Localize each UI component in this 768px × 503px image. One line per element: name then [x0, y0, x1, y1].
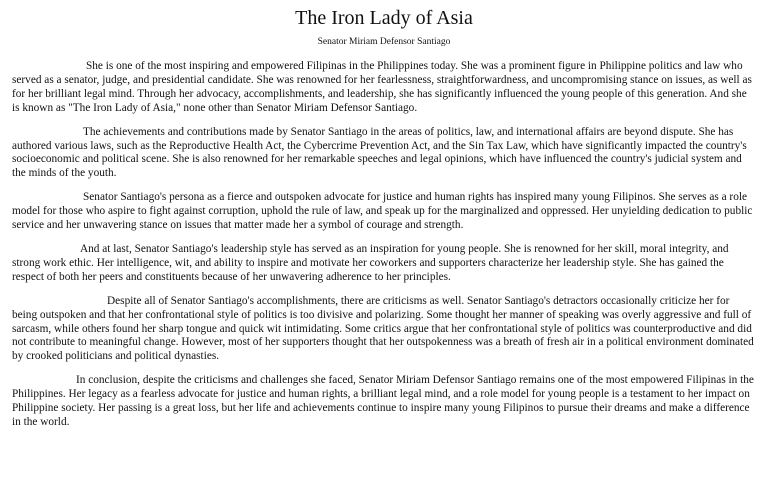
paragraph-6 [12, 374, 756, 430]
paragraph-4 [12, 243, 756, 285]
document-title: The Iron Lady of Asia [295, 7, 473, 29]
paragraph-text: The achievements and contributions made by Senator Santiago in the areas of politics, law, and international affairs are beyond dispute. She has authored various laws, such as the Reproductive Health Act, the Cybercrime Prevention Act, and the Sin Tax Law, which have significantly impacted the country's socioeconomic and political scene. She is also renowned for her remarkable speeches and legal opinions, which have influenced the country's judicial system and the minds of the youth. [12, 125, 747, 180]
paragraph-3 [12, 191, 756, 233]
paragraph-text: And at last, Senator Santiago's leadership style has served as an inspiration for young people. She is renowned for her skill, moral integrity, and strong work ethic. Her intelligence, wit, and ability to inspire and motivate her coworkers and supporters characterize her leadership style. She has gained the respect of both her peers and constituents because of her unwavering adherence to her principles. [12, 242, 729, 283]
paragraph-5 [12, 295, 756, 365]
document-subtitle: Senator Miriam Defensor Santiago [317, 37, 451, 47]
paragraph-2 [12, 126, 756, 182]
paragraph-1 [12, 60, 756, 116]
paragraph-text: Senator Santiago's persona as a fierce and outspoken advocate for justice and human rights has inspired many young Filipinos. She serves as a role model for those who aspire to fight against corruption, uphold the rule of law, and speak up for the marginalized and oppressed. Her unyielding dedication to public service and her unwavering stance on issues that matter made her a symbol of courage and strength. [12, 191, 753, 232]
paragraph-text: Despite all of Senator Santiago's accomplishments, there are criticisms as well. Senator Santiago's detractors occasionally criticize her for being outspoken and that her confrontational style of politics is too divisive and polarizing. Some thought her manner of speaking was overly aggressive and full of sarcasm, while others found her sharp tongue and quick wit intimidating. Some critics argue that her confrontational style of politics was counterproductive and did not contribute to meaningful change. However, most of her supporters thought that her outspokenness was a breath of fresh air in a political environment dominated by crooked politicians and political dynasties. [12, 294, 754, 363]
paragraph-text: She is one of the most inspiring and empowered Filipinas in the Philippines today. She was a prominent figure in Philippine politics and law who served as a senator, judge, and presidential candidate. She was renowned for her fearlessness, straightforwardness, and uncompromising stance on issues, as well as for her brilliant legal mind. Through her advocacy, accomplishments, and leadership, she has significantly influenced the young people of this generation. And she is known as "The Iron Lady of Asia," none other than Senator Miriam Defensor Santiago. [12, 60, 752, 114]
paragraph-text: In conclusion, despite the criticisms and challenges she faced, Senator Miriam Defensor Santiago remains one of the most empowered Filipinas in the Philippines. Her legacy as a fearless advocate for justice and human rights, a brilliant legal mind, and a role model for young people is a testament to her impact on Philippine society. Her passing is a great loss, but her life and achievements continue to inspire many young Filipinos to pursue their dreams and make a difference in the world. [12, 374, 754, 428]
